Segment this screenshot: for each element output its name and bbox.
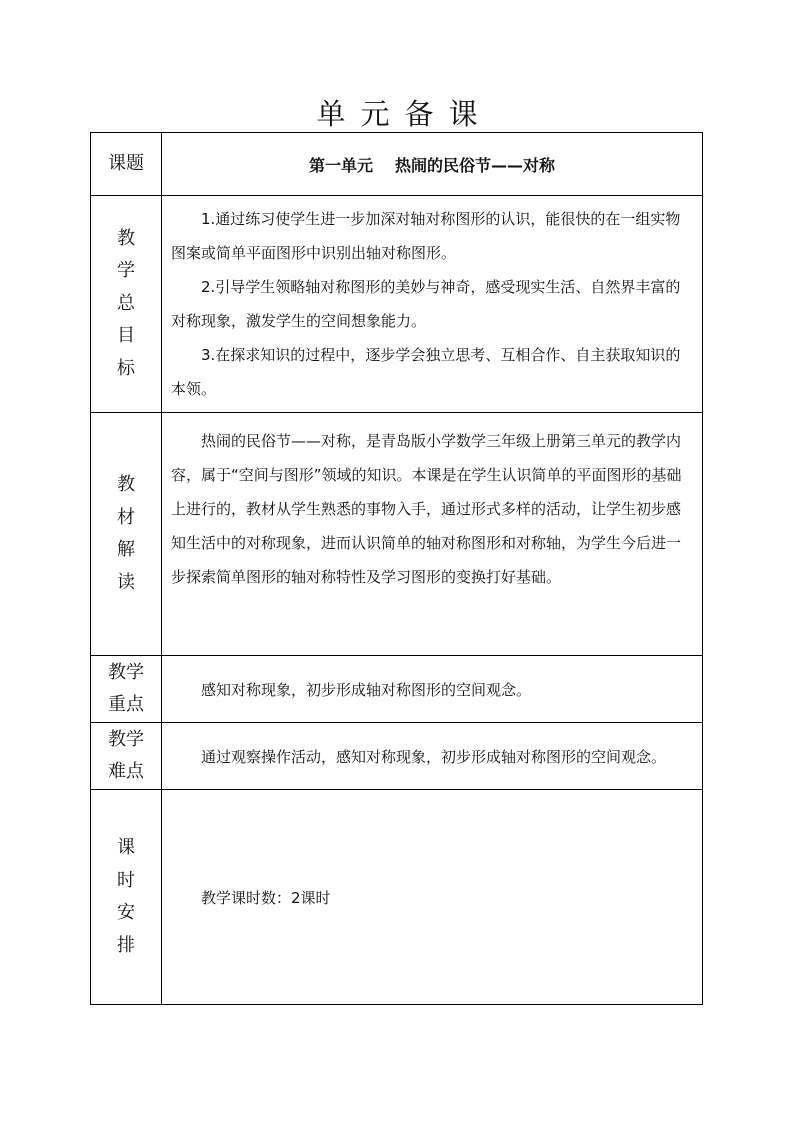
key-points-label-line: 教学 (108, 662, 144, 683)
goals-label-char: 总 (117, 292, 135, 314)
lesson-plan-table (90, 132, 703, 1005)
row-difficulties (91, 723, 703, 790)
schedule-label-char: 课 (117, 837, 135, 858)
difficulties-label-line: 教学 (108, 729, 144, 750)
page-title: 单元备课 (316, 97, 493, 131)
goals-content (162, 196, 703, 413)
topic-label: 课题 (91, 133, 162, 196)
unit-name: 第一单元 (308, 155, 373, 175)
goals-label-char: 学 (117, 260, 135, 282)
schedule-label-char: 时 (117, 869, 135, 891)
textbook-content (162, 413, 703, 656)
schedule-label-char: 安 (117, 902, 135, 923)
topic-cell (162, 133, 703, 196)
row-schedule (91, 790, 703, 1005)
difficulties-label (91, 723, 162, 790)
key-points-label (91, 656, 162, 723)
goal-paragraph: 3.在探求知识的过程中，逐步学会独立思考、互相合作、自主获取知识的本领。 (171, 346, 681, 398)
textbook-label-char: 解 (117, 539, 135, 560)
goal-paragraph: 1.通过练习使学生进一步加深对轴对称图形的认识，能很快的在一组实物图案或简单平面图形中识别出轴对称图形。 (171, 210, 681, 262)
schedule-text: 教学课时数：2课时 (162, 790, 703, 1005)
lesson-title: 热闹的民俗节——对称 (395, 155, 556, 175)
row-goals (91, 196, 703, 413)
goals-label-char: 目 (117, 325, 135, 347)
textbook-label (91, 413, 162, 656)
textbook-label-char: 读 (117, 571, 135, 593)
row-key-points (91, 656, 703, 723)
key-points-label-line: 重点 (108, 694, 144, 715)
goals-label-char: 教 (117, 227, 135, 249)
textbook-label-char: 教 (117, 474, 135, 495)
row-topic (91, 133, 703, 196)
goals-label-char: 标 (117, 357, 135, 379)
row-textbook (91, 413, 703, 656)
schedule-label (91, 790, 162, 1005)
goals-label (91, 196, 162, 413)
difficulties-text: 通过观察操作活动，感知对称现象，初步形成轴对称图形的空间观念。 (162, 723, 703, 790)
difficulties-label-line: 难点 (108, 761, 144, 782)
schedule-label-char: 排 (117, 934, 135, 956)
goal-paragraph: 2.引导学生领略轴对称图形的美妙与神奇，感受现实生活、自然界丰富的对称现象，激发学生的空间想象能力。 (171, 278, 681, 330)
key-points-text: 感知对称现象，初步形成轴对称图形的空间观念。 (162, 656, 703, 723)
textbook-paragraph: 热闹的民俗节——对称，是青岛版小学数学三年级上册第三单元的教学内容，属于“空间与图形”领域的知识。本课是在学生认识简单的平面图形的基础上进行的，教材从学生熟悉的事物入手，通过形式多样的活动，让学生初步感知生活中的对称现象，进而认识简单的轴对称图形和对称轴，为学生今后进一步探索简单图形的轴对称特性及学习图形的变换打好基础。 (171, 432, 682, 586)
textbook-label-char: 材 (117, 506, 135, 528)
